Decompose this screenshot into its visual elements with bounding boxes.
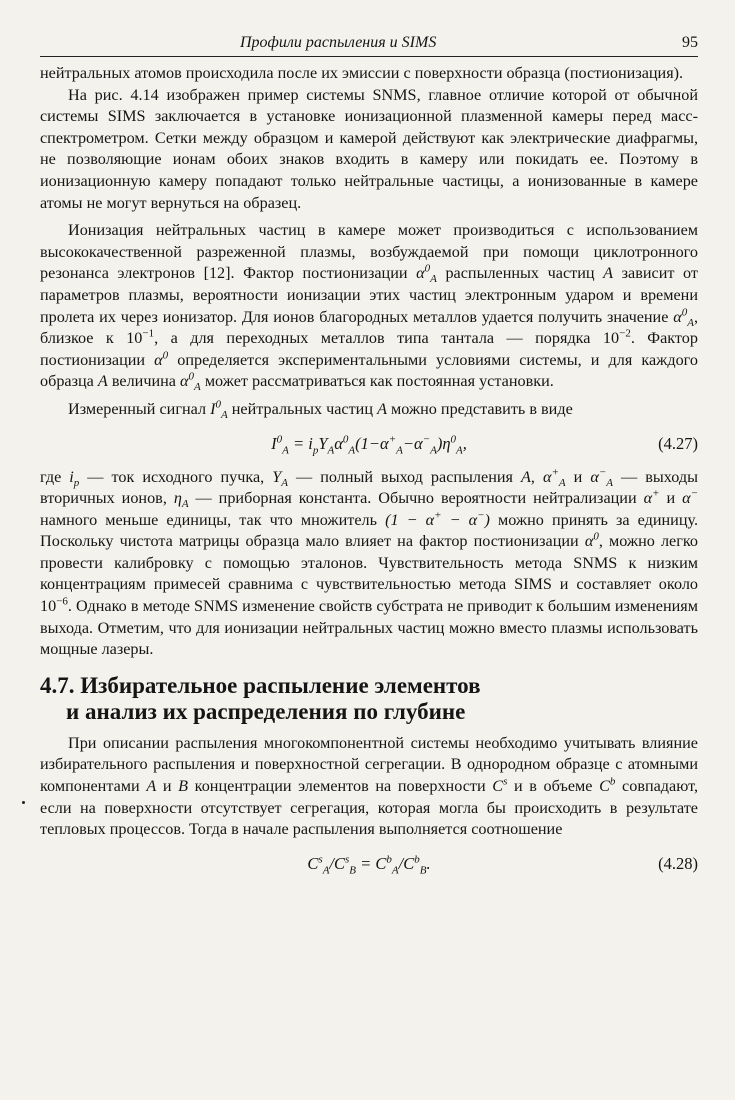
paragraph-3: Ионизация нейтральных частиц в камере может производиться с использованием высококачественной разреженной плазмы, возбуждаемой при помощи циклотронного резонанса электронов [12]. Фактор постионизации $\alpha^0_A$ распыленных частиц A зависит от параметров плазмы, вероятности ионизации этих частиц электронным ударом и времени пролета их через ионизатор. Для ионов благородных металлов удается получить значение $\alpha^0_A$, близкое к $10^{-1}$, а для переходных металлов типа тантала — порядка $10^{-2}$. Фактор постионизации $\alpha^0$ определяется экспериментальными условиями системы, и для каждого образца A величина $\alpha^0_A$ может рассматриваться как постоянная установки.: [40, 221, 698, 394]
scan-speck: [22, 801, 25, 804]
equation-number: (4.28): [658, 853, 698, 873]
running-title: Профили распыления и SIMS: [240, 34, 437, 51]
page-body: [40, 63, 698, 887]
equation-4-27: $I^0_A = i_pY_A\alpha^0_A(1-\alpha^+_A-\alpha^-_A)\eta^0_A$, (4.27): [40, 421, 698, 467]
section-heading: 4.7. Избирательное распыление элементов и анализ их распределения по глубине: [40, 672, 481, 724]
paragraph-5: где $i_p$ — ток исходного пучка, $Y_A$ — полный выход распыления A, $\alpha^+_A$ и $\alpha^-_A$ — выходы вторичных ионов, $\eta_A$ — приборная константа. Обычно вероятности нейтрализации α+ и α− намного меньше единицы, так что множитель (1 − α+ − α−) можно принять за единицу. Поскольку чистота матрицы образца мало влияет на фактор постионизации $\alpha^0$, можно легко провести калибровку с помощью эталонов. Чувствительность метода SNMS к низким концентрациям примесей сравнима с чувствительностью метода SIMS и составляет около $10^{-6}$. Однако в методе SNMS изменение свойств субстрата не приводит к большим изменениям выхода. Отметим, что для ионизации нейтральных частиц можно вместо плазмы использовать мощные лазеры.: [40, 466, 699, 659]
running-header: [40, 30, 698, 57]
page-number: 95: [682, 34, 698, 51]
equation-number: (4.27): [658, 433, 698, 453]
paragraph-6: При описании распыления многокомпонентной системы необходимо учитывать влияние избирательного распыления и поверхностной сегрегации. В однородном образце с атомными компонентами A и B концентрации элементов на поверхности $C^s$ и в объеме $C^b$ совпадают, если на поверхности отсутствует сегрегация, которая могла бы происходить в результате тепловых процессов. Тогда в начале распыления выполняется соотношение: [40, 733, 699, 839]
paragraph-2: На рис. 4.14 изображен пример системы SNMS, главное отличие которой от обычной системы SIMS заключается в установке ионизационной плазменной камеры перед масс-спектрометром. Сетки между образцом и камерой действуют как электрические диафрагмы, не позволяющие ионам обоих знаков входить в камеру или покидать ее. Поэтому в ионизационную камеру попадают только нейтральные частицы, а ионизованные в камере атомы не могут вернуться на образец.: [40, 85, 698, 212]
paragraph-1: нейтральных атомов происходила после их эмиссии с поверхности образца (постионизация).: [40, 64, 684, 82]
paragraph-4: Измеренный сигнал $I^0_A$ нейтральных частиц A можно представить в виде: [68, 398, 573, 422]
equation-4-28: $C^s_A/C^s_B = C^b_A/C^b_B$. (4.28): [40, 841, 698, 887]
